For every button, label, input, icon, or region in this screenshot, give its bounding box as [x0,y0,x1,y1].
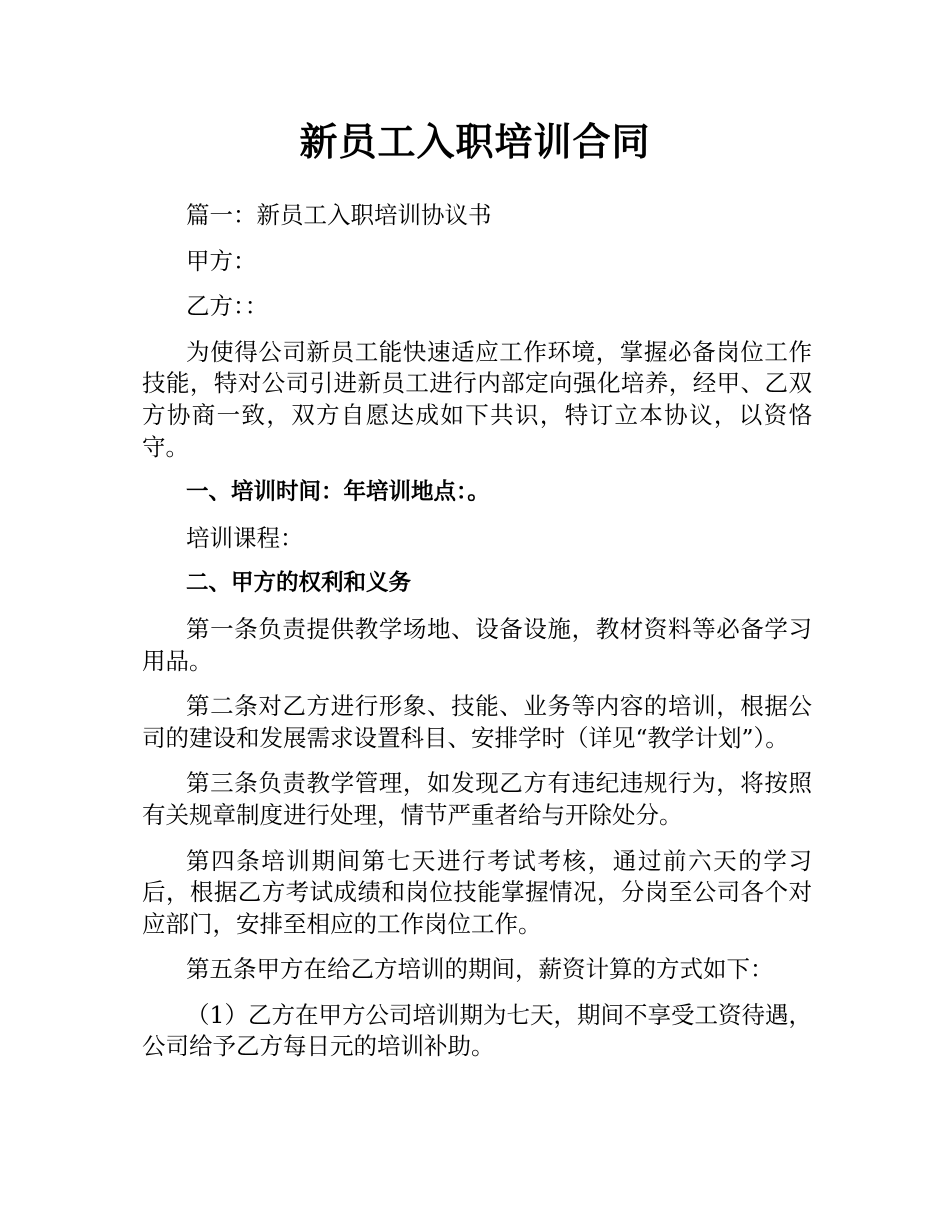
document-body [142,200,812,1077]
article-five: 第五条甲方在给乙方培训的期间，薪资计算的方式如下： [186,955,774,984]
party-a-line: 甲方： [186,246,257,275]
document-title: 新员工入职培训合同 [299,120,651,164]
party-b-line: 乙方：： [186,292,269,321]
article-two: 第二条对乙方进行形象、技能、业务等内容的培训，根据公司的建设和发展需求设置科目、安排学时（详见“教学计划”）。 [142,692,812,752]
clause-heading-training-time: 一、培训时间：年培训地点：。 [186,479,490,506]
section-heading-part-one: 篇一：新员工入职培训协议书 [186,201,492,229]
article-one: 第一条负责提供教学场地、设备设施，教材资料等必备学习用品。 [142,614,812,675]
training-courses-line: 培训课程： [186,523,304,552]
article-four: 第四条培训期间第七天进行考试考核，通过前六天的学习后，根据乙方考试成绩和岗位技能掌握情况，分岗至公司各个对应部门，安排至相应的工作岗位工作。 [142,846,812,938]
clause-heading-party-a-rights: 二、甲方的权利和义务 [186,570,412,597]
article-three: 第三条负责教学管理，如发现乙方有违纪违规行为，将按照有关规章制度进行处理，情节严重者给与开除处分。 [142,769,812,829]
article-five-item-one: （1）乙方在甲方公司培训期为七天，期间不享受工资待遇，公司给予乙方每日元的培训补助。 [142,1000,812,1061]
preamble-paragraph: 为使得公司新员工能快速适应工作环境，掌握必备岗位工作技能，特对公司引进新员工进行内部定向强化培养，经甲、乙双方协商一致，双方自愿达成如下共识，特订立本协议，以资恪守。 [142,337,812,461]
